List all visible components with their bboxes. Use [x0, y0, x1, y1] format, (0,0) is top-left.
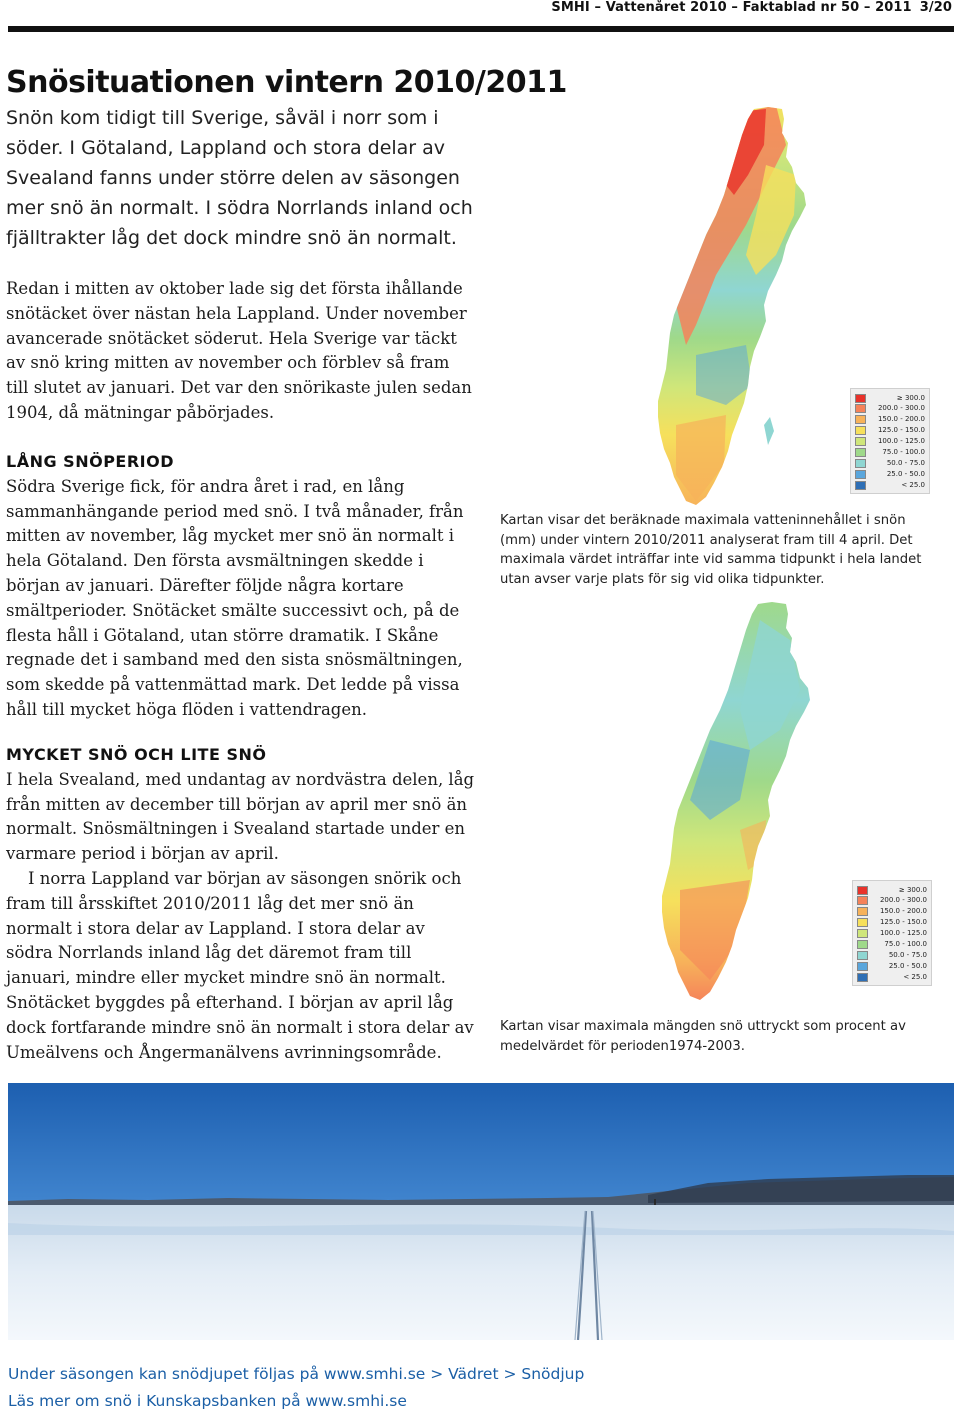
section-much-little-snow	[6, 743, 476, 1065]
legend-item	[855, 437, 925, 447]
header-rule	[8, 26, 954, 32]
legend-item	[855, 426, 925, 436]
section-paragraph: I norra Lappland var början av säsongen snörik och fram till årsskiftet 2010/2011 låg det mer snö än normalt i stora delar av Lappland. I stora delar av södra Norrlands inland låg det däremot fram till januari, mindre eller mycket mindre snö än normalt. Snötäcket byggdes på efterhand. I början av april låg dock fortfarande mindre snö än normalt i stora delar av Umeälvens och Ångermanälvens avrinningsområde.	[6, 868, 474, 1062]
legend-swatch	[855, 448, 866, 457]
legend-label: 100.0 - 125.0	[879, 929, 927, 938]
section-long-snow-period	[6, 450, 476, 723]
snow-landscape-photo	[8, 1083, 954, 1340]
legend-item	[857, 961, 927, 971]
legend-label: 50.0 - 75.0	[886, 458, 925, 467]
legend-item	[855, 447, 925, 457]
legend-swatch	[857, 951, 868, 960]
legend-label: 150.0 - 200.0	[877, 415, 925, 424]
intro-paragraph-text: Redan i mitten av oktober lade sig det första ihållande snötäcket över nästan hela Lappland. Under november avancerade snötäcket söderut. Hela Sverige var täckt av snö kring mitten av november och förblev så fram till slutet av januari. Det var den snörikaste julen sedan 1904, då mätningar påbörjades.	[6, 279, 472, 422]
legend-swatch	[855, 481, 866, 490]
legend-label: ≥ 300.0	[896, 393, 925, 402]
legend-item	[857, 929, 927, 939]
map2-caption: Kartan visar maximala mängden snö uttryckt som procent av medelvärdet för perioden1974-2003.	[500, 1019, 906, 1054]
legend-item	[855, 404, 925, 414]
legend-item	[855, 415, 925, 425]
page-number: 3/20	[919, 0, 952, 15]
footer-link-snow-depth[interactable]: Under säsongen kan snödjupet följas på www.smhi.se > Vädret > Snödjup	[8, 1365, 585, 1383]
snow-percent-map	[640, 600, 934, 1002]
section-heading: LÅNG SNÖPERIOD	[6, 452, 174, 471]
legend-label: 150.0 - 200.0	[879, 907, 927, 916]
photo-illustration	[8, 1083, 954, 1340]
legend-swatch	[857, 929, 868, 938]
legend-swatch	[857, 886, 868, 895]
legend-item	[857, 907, 927, 917]
snow-water-map	[636, 105, 934, 507]
map-legend	[852, 880, 932, 986]
legend-label: ≥ 300.0	[898, 885, 927, 894]
legend-swatch	[857, 907, 868, 916]
legend-swatch	[855, 459, 866, 468]
legend-swatch	[857, 940, 868, 949]
legend-swatch	[855, 404, 866, 413]
map1-caption: Kartan visar det beräknade maximala vatteninnehållet i snön (mm) under vintern 2010/2011 analyserat fram till 4 april. Det maximala värdet inträffar inte vid samma tidpunkt i hela landet utan avser varje plats för sig vid olika tidpunkter.	[500, 513, 922, 587]
legend-swatch	[857, 973, 868, 982]
legend-item	[857, 918, 927, 928]
map-legend	[850, 388, 930, 494]
legend-item	[857, 885, 927, 895]
running-title: SMHI – Vattenåret 2010 – Faktablad nr 50 – 2011	[551, 0, 912, 15]
legend-item	[857, 950, 927, 960]
page-title: Snösituationen vintern 2010/2011	[6, 65, 567, 100]
running-header	[0, 0, 960, 20]
legend-item	[855, 469, 925, 479]
legend-swatch	[855, 415, 866, 424]
legend-swatch	[855, 426, 866, 435]
section-heading: MYCKET SNÖ OCH LITE SNÖ	[6, 745, 267, 764]
legend-item	[855, 458, 925, 468]
running-header-text	[551, 0, 952, 15]
legend-swatch	[855, 470, 866, 479]
legend-label: < 25.0	[901, 480, 925, 489]
footer-link-knowledge-bank[interactable]: Läs mer om snö i Kunskapsbanken på www.smhi.se	[8, 1392, 407, 1410]
legend-label: 25.0 - 50.0	[888, 961, 927, 970]
legend-label: 50.0 - 75.0	[888, 950, 927, 959]
legend-label: 125.0 - 150.0	[879, 918, 927, 927]
lead-paragraph: Snön kom tidigt till Sverige, såväl i norr som i söder. I Götaland, Lappland och stora delar av Svealand fanns under större delen av säsongen mer snö än normalt. I södra Norrlands inland och fjälltrakter låg det dock mindre snö än normalt.	[6, 107, 473, 249]
legend-label: 200.0 - 300.0	[877, 404, 925, 413]
legend-label: 200.0 - 300.0	[879, 896, 927, 905]
legend-label: 25.0 - 50.0	[886, 469, 925, 478]
legend-label: 125.0 - 150.0	[877, 426, 925, 435]
intro-paragraph	[6, 277, 476, 426]
legend-swatch	[855, 437, 866, 446]
legend-swatch	[857, 918, 868, 927]
legend-label: < 25.0	[903, 972, 927, 981]
legend-label: 75.0 - 100.0	[884, 939, 927, 948]
legend-item	[857, 939, 927, 949]
section-paragraph: Södra Sverige fick, för andra året i rad, en lång sammanhängande period med snö. I två månader, från mitten av november, låg mycket mer snö än normalt i hela Götaland. Den första avsmältningen skedde i början av januari. Därefter följde några kortare smältperioder. Snötäcket smälte successivt och, på de flesta håll i Götaland, utan större dramatik. I Skåne regnade det i samband med den sista snösmältningen, som skedde på vattenmättad mark. Det ledde på vissa håll till mycket höga flöden i vattendragen.	[6, 476, 464, 719]
legend-item	[857, 972, 927, 982]
section-paragraph: I hela Svealand, med undantag av nordvästra delen, låg från mitten av december till början av april mer snö än normalt. Snösmältningen i Svealand startade under en varmare period i början av april.	[6, 769, 475, 864]
legend-swatch	[857, 896, 868, 905]
legend-item	[855, 480, 925, 490]
legend-item	[855, 393, 925, 403]
legend-label: 100.0 - 125.0	[877, 437, 925, 446]
legend-label: 75.0 - 100.0	[882, 447, 925, 456]
legend-swatch	[857, 962, 868, 971]
legend-item	[857, 896, 927, 906]
legend-swatch	[855, 394, 866, 403]
